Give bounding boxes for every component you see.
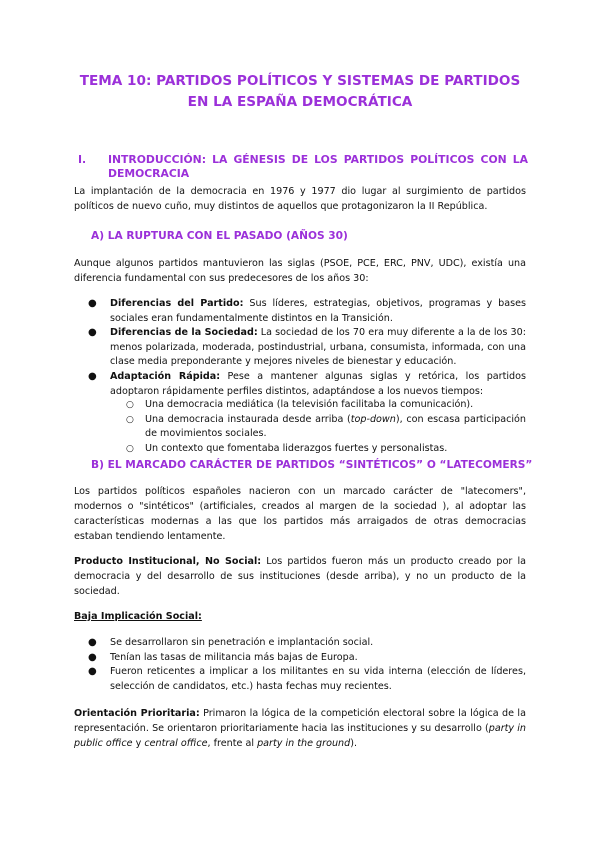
paragraph-text: ). xyxy=(350,738,358,749)
subsection-b-heading: B) EL MARCADO CARÁCTER DE PARTIDOS “SINTÉTICOS” O “LATECOMERS” xyxy=(91,459,533,471)
page-title xyxy=(60,71,540,113)
circle-bullet-icon: ○ xyxy=(126,443,134,454)
circle-bullet-icon: ○ xyxy=(126,414,134,425)
bullet-icon: ● xyxy=(88,327,97,339)
subsection-b-paragraph-4 xyxy=(74,706,526,751)
bullet-icon: ● xyxy=(88,666,97,678)
list-item xyxy=(88,636,526,651)
bullet-text: Fueron reticentes a implicar a los militantes en su vida interna (elección de líderes, selección de candidatos, etc.) hasta fechas muy recientes. xyxy=(110,666,526,692)
subsection-a-intro: Aunque algunos partidos mantuvieron las siglas (PSOE, PCE, ERC, PNV, UDC), existía una diferencia fundamental con sus predecesores de los años 30: xyxy=(74,258,526,284)
sub-bullet-text: Un contexto que fomentaba liderazgos fuertes y personalistas. xyxy=(145,442,448,454)
section-1-heading xyxy=(78,153,528,181)
list-item xyxy=(88,326,526,370)
subsection-a-heading: A) LA RUPTURA CON EL PASADO (AÑOS 30) xyxy=(91,230,348,242)
title-line-1: TEMA 10: PARTIDOS POLÍTICOS Y SISTEMAS DE PARTIDOS xyxy=(79,73,521,89)
paragraph-label: Producto Institucional, No Social: xyxy=(74,556,262,567)
section-1-heading-line-1: INTRODUCCIÓN: LA GÉNESIS DE LOS PARTIDOS POLÍTICOS CON LA xyxy=(108,153,528,166)
section-1-number: I. xyxy=(78,153,87,166)
subsection-b-paragraph-2 xyxy=(74,554,526,599)
sub-bullet-text-pre: Una democracia instaurada desde arriba ( xyxy=(145,413,351,425)
paragraph-text: y xyxy=(132,738,145,749)
bullet-text: Pese a mantener algunas siglas y retórica, los partidos adoptaron rápidamente perfiles distintos, adaptándose a los nuevos tiempos: xyxy=(110,370,526,397)
circle-bullet-icon: ○ xyxy=(126,400,134,410)
subsection-a-sub-bullet-list xyxy=(126,398,526,456)
bullet-icon: ● xyxy=(88,370,97,382)
paragraph-label: Baja Implicación Social: xyxy=(74,611,202,622)
subsection-b-paragraph-1: Los partidos políticos españoles nacieron con un marcado carácter de "latecomers", modernos o "sintéticos" (artificiales, creados al margen de la sociedad ), al adoptar las características modernas a las que los partidos más arraigados de otras democracias estaban tendiendo lentamente. xyxy=(74,486,526,542)
bullet-text: Tenían las tasas de militancia más bajas de Europa. xyxy=(110,651,358,663)
subsection-a-bullet-list xyxy=(88,297,527,399)
bullet-label: Diferencias del Partido: xyxy=(110,298,244,309)
paragraph-text: , frente al xyxy=(207,738,258,749)
bullet-icon: ● xyxy=(88,298,97,309)
list-item xyxy=(88,297,527,326)
list-item xyxy=(126,398,526,413)
bullet-label: Diferencias de la Sociedad: xyxy=(110,327,258,339)
paragraph-text: Primaron la lógica de la competición electoral sobre la lógica de la representación. Se orientaron prioritariamente hacia las instituciones y su desarrollo ( xyxy=(74,708,526,734)
paragraph-italic: central office xyxy=(144,738,208,749)
list-item xyxy=(88,651,526,666)
subsection-b-paragraph-3 xyxy=(74,609,526,624)
sub-bullet-text: Una democracia mediática (la televisión facilitaba la comunicación). xyxy=(145,399,474,410)
subsection-b-bullet-list xyxy=(88,636,526,694)
bullet-text: Sus líderes, estrategias, objetivos, programas y bases sociales eran fundamentalmente distintos en la Transición. xyxy=(110,298,527,324)
sub-bullet-italic: top-down xyxy=(350,413,396,425)
paragraph-italic: party in public office xyxy=(74,723,526,749)
list-item xyxy=(88,370,526,399)
bullet-icon: ● xyxy=(88,651,97,663)
title-line-2: EN LA ESPAÑA DEMOCRÁTICA xyxy=(187,94,413,110)
bullet-icon: ● xyxy=(88,637,97,648)
list-item xyxy=(88,665,526,694)
paragraph-label: Orientación Prioritaria: xyxy=(74,708,200,719)
bullet-label: Adaptación Rápida: xyxy=(110,370,221,382)
bullet-text: Se desarrollaron sin penetración e implantación social. xyxy=(110,637,374,648)
paragraph-italic: party in the ground xyxy=(257,738,351,749)
list-item xyxy=(126,413,526,442)
bullet-text: La sociedad de los 70 era muy diferente a la de los 30: menos polarizada, moderada, postindustrial, urbana, consumista, informada, con una clase media preponderante y mejores niveles de bienestar y educación. xyxy=(110,327,526,368)
list-item xyxy=(126,442,526,457)
section-1-heading-line-2: DEMOCRACIA xyxy=(108,167,190,180)
section-1-intro: La implantación de la democracia en 1976 y 1977 dio lugar al surgimiento de partidos políticos de nuevo cuño, muy distintos de aquellos que protagonizaron la II República. xyxy=(74,186,526,212)
sub-bullet-text-post: ), con escasa participación de movimientos sociales. xyxy=(145,413,526,440)
paragraph-text: Los partidos fueron más un producto creado por la democracia y del desarrollo de sus instituciones (desde arriba), y no un producto de la sociedad. xyxy=(74,556,526,597)
